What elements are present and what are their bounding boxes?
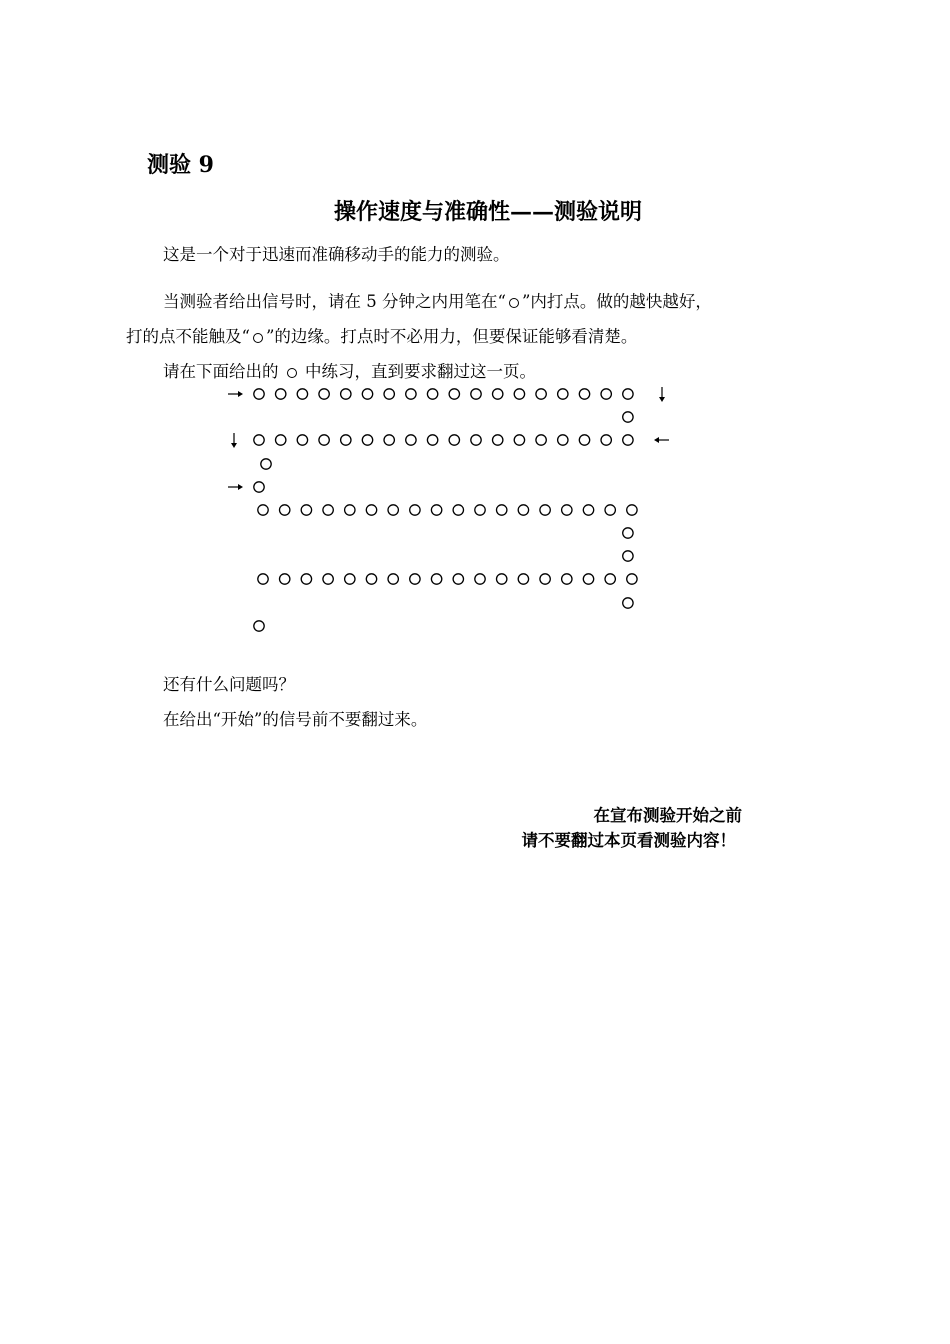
practice-circle[interactable] xyxy=(475,574,485,584)
practice-circle[interactable] xyxy=(341,389,351,399)
practice-circle[interactable] xyxy=(449,435,459,445)
practice-circle[interactable] xyxy=(453,505,463,515)
practice-circle[interactable] xyxy=(280,574,290,584)
practice-circle[interactable] xyxy=(406,435,416,445)
practice-circle[interactable] xyxy=(449,389,459,399)
instruction-text: 当测验者给出信号时，请在 5 分钟之内用笔在“ xyxy=(163,292,506,311)
practice-circle[interactable] xyxy=(536,435,546,445)
practice-circle[interactable] xyxy=(280,505,290,515)
instruction-text: 中练习，直到要求翻过这一页。 xyxy=(299,362,536,381)
practice-circle[interactable] xyxy=(431,574,441,584)
practice-circle[interactable] xyxy=(623,528,633,538)
practice-circle[interactable] xyxy=(258,505,268,515)
practice-circle[interactable] xyxy=(562,505,572,515)
practice-circle[interactable] xyxy=(623,412,633,422)
practice-circle[interactable] xyxy=(410,505,420,515)
practice-circle[interactable] xyxy=(497,574,507,584)
practice-circle[interactable] xyxy=(579,435,589,445)
practice-circle[interactable] xyxy=(493,435,503,445)
practice-circle[interactable] xyxy=(623,551,633,561)
practice-circle[interactable] xyxy=(323,574,333,584)
practice-circle[interactable] xyxy=(258,574,268,584)
practice-circle[interactable] xyxy=(623,435,633,445)
instruction-paragraph-2-line-1 xyxy=(163,290,712,314)
practice-circle[interactable] xyxy=(384,389,394,399)
circle-icon xyxy=(253,333,263,343)
start-signal-note: 在给出“开始”的信号前不要翻过来。 xyxy=(163,710,428,729)
practice-circle[interactable] xyxy=(427,435,437,445)
practice-circle[interactable] xyxy=(562,574,572,584)
practice-circle[interactable] xyxy=(261,459,271,469)
practice-circle[interactable] xyxy=(297,389,307,399)
practice-circle[interactable] xyxy=(514,389,524,399)
instruction-text: 打的点不能触及“ xyxy=(126,327,250,346)
instruction-paragraph-3 xyxy=(163,360,536,384)
practice-circle[interactable] xyxy=(276,435,286,445)
practice-circle[interactable] xyxy=(605,505,615,515)
arrow-right-icon xyxy=(228,484,243,490)
practice-circle[interactable] xyxy=(345,574,355,584)
practice-circle[interactable] xyxy=(558,435,568,445)
practice-circle[interactable] xyxy=(410,574,420,584)
practice-circle[interactable] xyxy=(453,574,463,584)
question-text: 还有什么问题吗？ xyxy=(163,675,295,694)
test-label: 测验 9 xyxy=(147,152,214,178)
warning-line-2: 请不要翻过本页看测验内容！ xyxy=(521,831,736,850)
practice-circle[interactable] xyxy=(497,505,507,515)
practice-circle[interactable] xyxy=(345,505,355,515)
instruction-paragraph-1: 这是一个对于迅速而准确移动手的能力的测验。 xyxy=(163,245,510,264)
practice-circle[interactable] xyxy=(323,505,333,515)
practice-circle[interactable] xyxy=(427,389,437,399)
practice-circle[interactable] xyxy=(319,389,329,399)
practice-circle[interactable] xyxy=(623,389,633,399)
circle-icon xyxy=(509,298,519,308)
practice-circle[interactable] xyxy=(254,482,264,492)
practice-circle[interactable] xyxy=(301,505,311,515)
arrow-down-icon xyxy=(231,433,237,448)
practice-circle[interactable] xyxy=(388,505,398,515)
practice-circle[interactable] xyxy=(627,574,637,584)
practice-circle[interactable] xyxy=(558,389,568,399)
practice-circle[interactable] xyxy=(540,505,550,515)
arrow-down-icon xyxy=(659,387,665,402)
practice-circle[interactable] xyxy=(366,574,376,584)
practice-circle[interactable] xyxy=(583,574,593,584)
practice-circle[interactable] xyxy=(471,435,481,445)
practice-circle[interactable] xyxy=(362,389,372,399)
practice-circle[interactable] xyxy=(254,621,264,631)
practice-circle[interactable] xyxy=(623,598,633,608)
instruction-text: 请在下面给出的 xyxy=(163,362,284,381)
warning-line-1: 在宣布测验开始之前 xyxy=(593,806,742,825)
instruction-text: ”内打点。做的越快越好， xyxy=(521,292,712,311)
practice-circle[interactable] xyxy=(514,435,524,445)
practice-circle[interactable] xyxy=(493,389,503,399)
practice-circle[interactable] xyxy=(540,574,550,584)
practice-circle[interactable] xyxy=(475,505,485,515)
page-title: 操作速度与准确性——测验说明 xyxy=(333,199,642,225)
practice-circle[interactable] xyxy=(319,435,329,445)
practice-circle[interactable] xyxy=(536,389,546,399)
circle-icon xyxy=(287,368,297,378)
practice-circle[interactable] xyxy=(366,505,376,515)
practice-circle[interactable] xyxy=(601,389,611,399)
practice-circle[interactable] xyxy=(627,505,637,515)
practice-circle[interactable] xyxy=(605,574,615,584)
practice-circle[interactable] xyxy=(276,389,286,399)
practice-circle[interactable] xyxy=(384,435,394,445)
practice-circle[interactable] xyxy=(362,435,372,445)
practice-circle[interactable] xyxy=(388,574,398,584)
instruction-text: ”的边缘。打点时不必用力，但要保证能够看清楚。 xyxy=(265,327,638,346)
practice-circle[interactable] xyxy=(431,505,441,515)
arrow-left-icon xyxy=(654,437,669,443)
practice-circle[interactable] xyxy=(254,389,264,399)
instruction-paragraph-2-line-2 xyxy=(126,325,637,349)
practice-circle[interactable] xyxy=(518,574,528,584)
practice-circle[interactable] xyxy=(471,389,481,399)
practice-circle[interactable] xyxy=(406,389,416,399)
practice-circle[interactable] xyxy=(518,505,528,515)
practice-circle[interactable] xyxy=(579,389,589,399)
practice-circle[interactable] xyxy=(341,435,351,445)
practice-circle[interactable] xyxy=(583,505,593,515)
practice-circle[interactable] xyxy=(254,435,264,445)
practice-circle[interactable] xyxy=(301,574,311,584)
arrow-right-icon xyxy=(228,391,243,397)
practice-circle[interactable] xyxy=(297,435,307,445)
practice-circle[interactable] xyxy=(601,435,611,445)
